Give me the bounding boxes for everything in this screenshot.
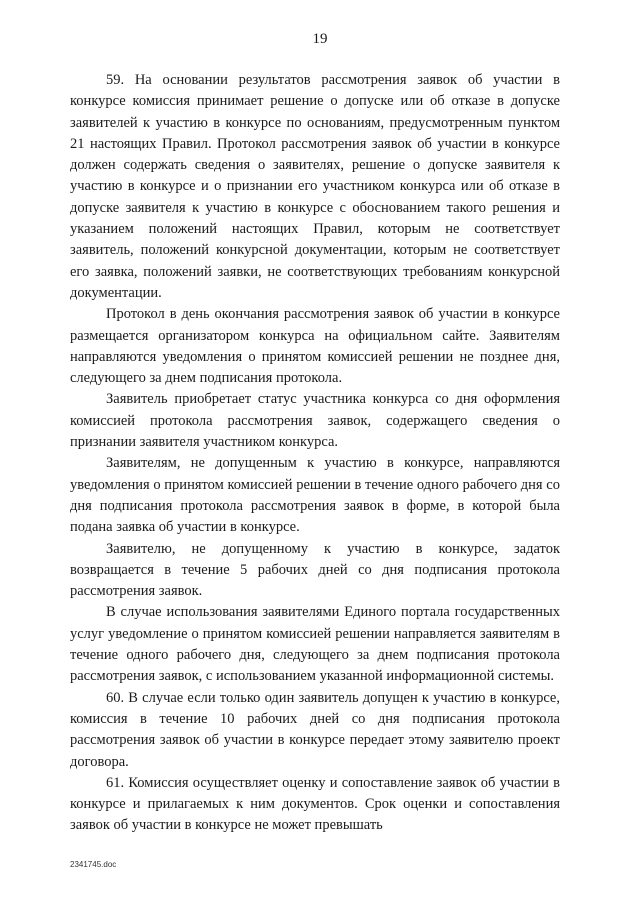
paragraph-gosuslugi-notice: В случае использования заявителями Единого портала государственных услуг уведомление о принятом комиссией решении направляется заявителям в течение одного рабочего дня, следующего за днем подписания протокола рассмотрения заявок, с использованием указанной информационной системы.: [70, 604, 560, 685]
paragraph-61: 61. Комиссия осуществляет оценку и сопоставление заявок об участии в конкурсе и прилагаемых к ним документов. Срок оценки и сопоставления заявок об участии в конкурсе не может превышать: [70, 774, 560, 834]
footer-filename: 2341745.doc: [70, 860, 117, 869]
page-number: 19: [312, 31, 328, 47]
paragraph-60: 60. В случае если только один заявитель допущен к участию в конкурсе, комиссия в течение 10 рабочих дней со дня подписания протокола рассмотрения заявок об участии в конкурсе передает этому заявителю проект договора.: [70, 689, 560, 770]
paragraph-59: 59. На основании результатов рассмотрения заявок об участии в конкурсе комиссия принимает решение о допуске или об отказе в допуске заявителей к участию в конкурсе по основаниям, предусмотренным пунктом 21 настоящих Правил. Протокол рассмотрения заявок об участии в конкурсе должен содержать сведения о заявителях, решение о допуске заявителя к участию в конкурсе и о признании его участником конкурса или об отказе в допуске заявителя к участию в конкурсе с обоснованием такого решения и указанием положений настоящих Правил, которым не соответствует заявитель, положений конкурсной документации, которым не соответствует его заявка, положений заявки, не соответствующих требованиям конкурсной документации.: [70, 72, 560, 301]
paragraph-participant-status: Заявитель приобретает статус участника конкурса со дня оформления комиссией протокола рассмотрения заявок, содержащего сведения о признании заявителя участником конкурса.: [70, 391, 560, 451]
paragraph-rejection-notice: Заявителям, не допущенным к участию в конкурсе, направляются уведомления о принятом комиссией решении в течение одного рабочего дня со дня подписания протокола рассмотрения заявок в форме, в которой была подана заявка об участии в конкурсе.: [70, 455, 560, 536]
paragraph-deposit-return: Заявителю, не допущенному к участию в конкурсе, задаток возвращается в течение 5 рабочих дней со дня подписания протокола рассмотрения заявок.: [70, 540, 560, 600]
paragraph-protocol-publication: Протокол в день окончания рассмотрения заявок об участии в конкурсе размещается организатором конкурса на официальном сайте. Заявителям направляются уведомления о принятом комиссией решении не позднее дня, следующего за днем подписания протокола.: [70, 306, 560, 387]
document-body: [70, 70, 560, 837]
